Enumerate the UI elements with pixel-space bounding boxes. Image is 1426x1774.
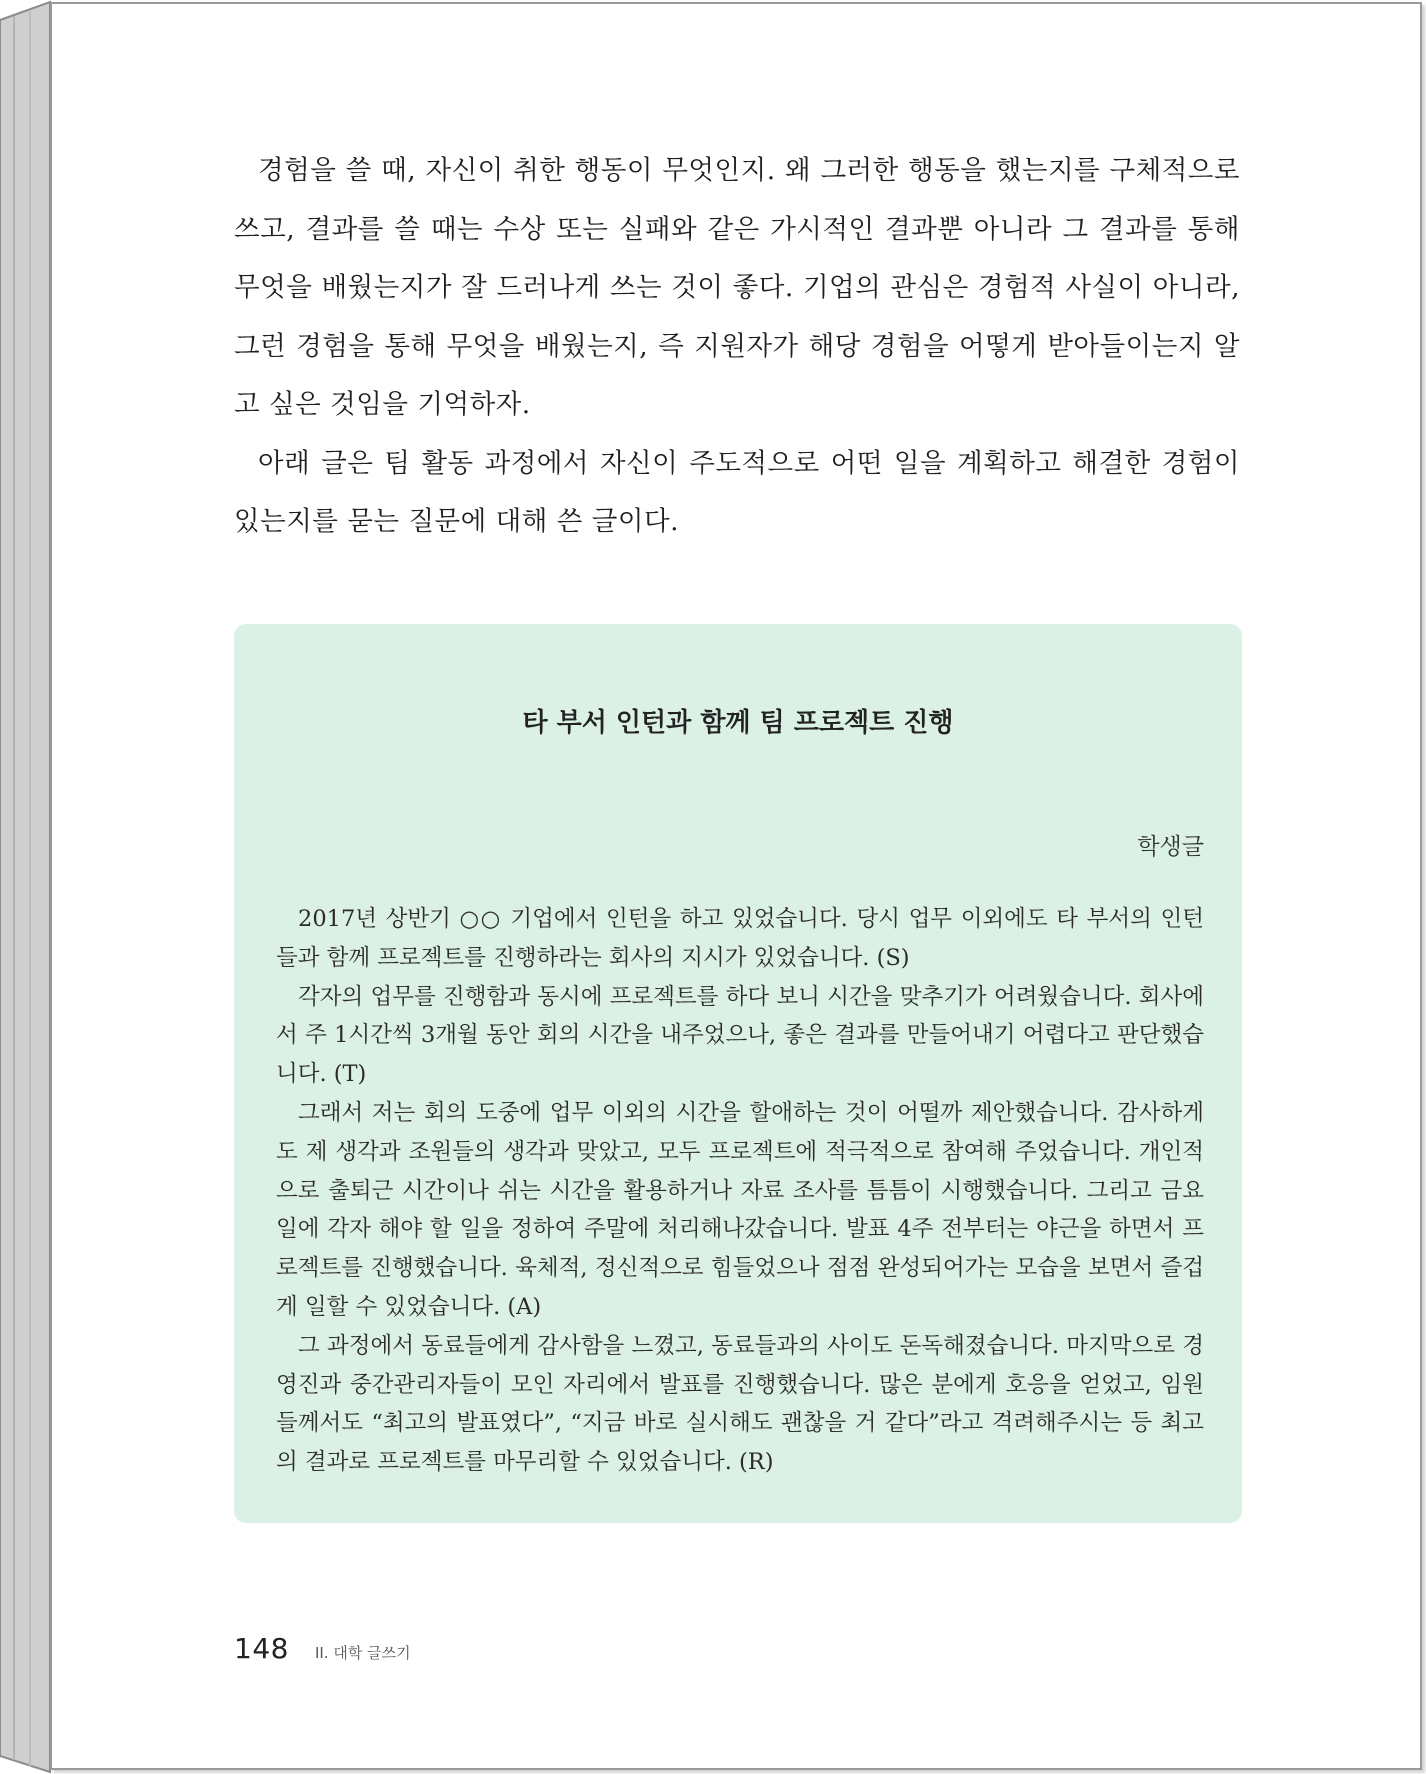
essay-paragraph: 2017년 상반기 ○○ 기업에서 인턴을 하고 있었습니다. 당시 업무 이외에도 타 부서의 인턴들과 함께 프로젝트를 진행하라는 회사의 지시가 있었습니다. (S)	[276, 906, 1204, 971]
page-footer	[234, 1632, 411, 1672]
essay-paragraph: 각자의 업무를 진행함과 동시에 프로젝트를 하다 보니 시간을 맞추기가 어려웠습니다. 회사에서 주 1시간씩 3개월 동안 회의 시간을 내주었으나, 좋은 결과를 만들어내기 어렵다고 판단했습니다. (T)	[276, 983, 1204, 1088]
intro-paragraph: 경험을 쓸 때, 자신이 취한 행동이 무엇인지. 왜 그러한 행동을 했는지를 구체적으로 쓰고, 결과를 쓸 때는 수상 또는 실패와 같은 가시적인 결과뿐 아니라 그 결과를 통해 무엇을 배웠는지가 잘 드러나게 쓰는 것이 좋다. 기업의 관심은 경험적 사실이 아니라, 그런 경험을 통해 무엇을 배웠는지, 즉 지원자가 해당 경험을 어떻게 받아들이는지 알고 싶은 것임을 기억하자.	[234, 155, 1240, 420]
essay-paragraph: 그 과정에서 동료들에게 감사함을 느꼈고, 동료들과의 사이도 돈독해졌습니다. 마지막으로 경영진과 중간관리자들이 모인 자리에서 발표를 진행했습니다. 많은 분에게 호응을 얻었고, 임원들께서도 “최고의 발표였다”, “지금 바로 실시해도 괜찮을 거 같다”라고 격려해주시는 등 최고의 결과로 프로젝트를 마무리할 수 있었습니다. (R)	[276, 1332, 1204, 1476]
example-essay-author: 학생글	[1137, 834, 1204, 860]
example-essay-title: 타 부서 인턴과 함께 팀 프로젝트 진행	[522, 708, 954, 738]
essay-paragraph: 그래서 저는 회의 도중에 업무 이외의 시간을 할애하는 것이 어떨까 제안했습니다. 감사하게도 제 생각과 조원들의 생각과 맞았고, 모두 프로젝트에 적극적으로 참여해 주었습니다. 개인적으로 출퇴근 시간이나 쉬는 시간을 활용하거나 자료 조사를 틈틈이 시행했습니다. 그리고 금요일에 각자 해야 할 일을 정하여 주말에 처리해나갔습니다. 발표 4주 전부터는 야근을 하면서 프로젝트를 진행했습니다. 육체적, 정신적으로 힘들었으나 점점 완성되어가는 모습을 보면서 즐겁게 일할 수 있었습니다. (A)	[276, 1099, 1204, 1320]
page-number: 148	[234, 1632, 289, 1665]
example-essay-box	[234, 624, 1242, 1523]
intro-paragraph: 아래 글은 팀 활동 과정에서 자신이 주도적으로 어떤 일을 계획하고 해결한 경험이 있는지를 묻는 질문에 대해 쓴 글이다.	[234, 447, 1240, 537]
chapter-label: II. 대학 글쓰기	[314, 1644, 411, 1662]
example-essay-body	[276, 900, 1204, 1482]
intro-text	[234, 142, 1240, 552]
